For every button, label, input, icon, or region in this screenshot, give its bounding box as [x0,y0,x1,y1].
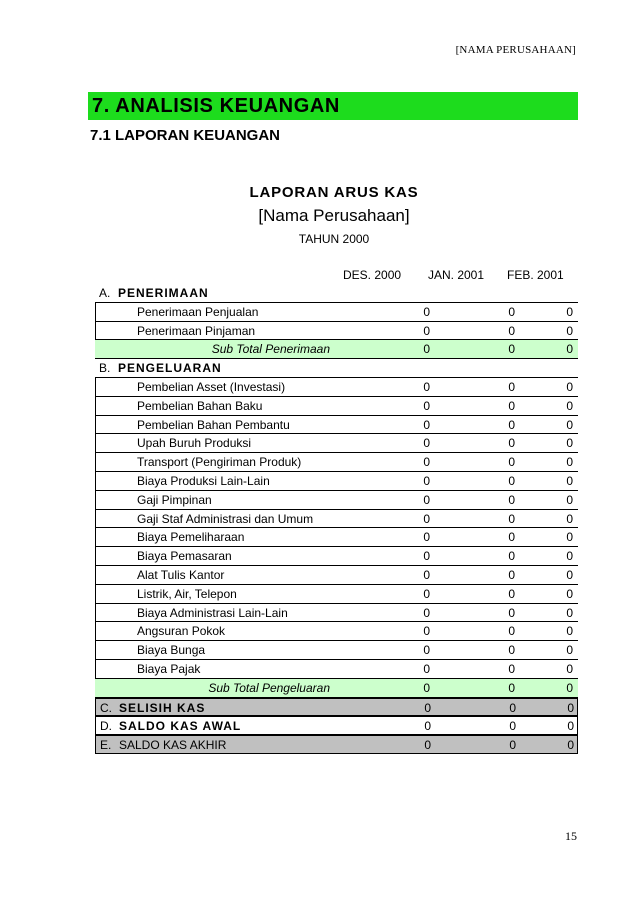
row-value: 0 [566,304,573,319]
subtotal-row [95,340,578,359]
table-row [95,434,578,453]
row-value: 0 [508,342,515,357]
row-label: Gaji Pimpinan [137,492,212,507]
row-value: 0 [423,549,430,564]
row-value: 0 [424,719,431,734]
row-value: 0 [508,511,515,526]
page-number: 15 [565,829,577,843]
table-row [95,453,578,472]
table-row [95,397,578,416]
page-header: [NAMA PERUSAHAAN] [455,44,576,56]
row-value: 0 [423,379,430,394]
row-value: 0 [566,379,573,394]
row-value: 0 [566,455,573,470]
table-row [95,585,578,604]
subtotal-row [95,679,578,698]
row-value: 0 [566,643,573,658]
table-row [95,322,578,341]
row-value: 0 [566,511,573,526]
row-label: Biaya Pajak [137,661,201,676]
row-label: Alat Tulis Kantor [137,567,225,582]
row-value: 0 [509,738,516,753]
row-value: 0 [423,680,430,695]
row-value: 0 [508,323,515,338]
table-row [95,641,578,660]
report-title: LAPORAN ARUS KAS [249,184,419,201]
row-label: Penerimaan Pinjaman [137,323,256,338]
table-row [95,378,578,397]
row-label: Penerimaan Penjualan [137,304,259,319]
row-label: Pembelian Bahan Pembantu [137,417,290,432]
row-value: 0 [508,605,515,620]
row-value: 0 [423,323,430,338]
column-header-feb-2001: FEB. 2001 [507,268,564,282]
row-value: 0 [423,492,430,507]
row-value: 0 [508,436,515,451]
row-label: PENGELUARAN [118,361,222,376]
row-value: 0 [423,398,430,413]
row-label: Pembelian Asset (Investasi) [137,379,286,394]
table-row [95,566,578,585]
row-value: 0 [423,605,430,620]
row-label: PENERIMAAN [118,286,209,300]
row-value: 0 [508,398,515,413]
row-value: 0 [508,624,515,639]
table-row [95,604,578,623]
row-label: Biaya Produksi Lain-Lain [137,473,270,488]
section-title: 7. ANALISIS KEUANGAN [88,92,578,120]
row-value: 0 [423,643,430,658]
column-header-des-2000: DES. 2000 [343,268,402,282]
row-value: 0 [566,661,573,676]
row-value: 0 [566,624,573,639]
row-value: 0 [566,473,573,488]
row-value: 0 [423,661,430,676]
row-value: 0 [508,473,515,488]
row-code: B. [99,361,111,376]
row-value: 0 [508,455,515,470]
summary-row [95,698,578,717]
row-value: 0 [508,379,515,394]
section-row [95,284,578,303]
table-row [95,622,578,641]
row-label: Angsuran Pokok [137,624,226,639]
row-code: D. [100,719,112,734]
row-value: 0 [566,342,573,357]
row-label: Gaji Staf Administrasi dan Umum [137,511,314,526]
row-value: 0 [508,304,515,319]
row-value: 0 [566,417,573,432]
row-label: Pembelian Bahan Baku [137,398,263,413]
row-label: Listrik, Air, Telepon [137,586,237,601]
table-row [95,416,578,435]
summary-row [95,735,578,754]
row-value: 0 [508,492,515,507]
row-value: 0 [508,567,515,582]
row-value: 0 [508,417,515,432]
row-value: 0 [508,643,515,658]
column-header-jan-2001: JAN. 2001 [428,268,485,282]
row-value: 0 [566,398,573,413]
row-value: 0 [423,342,430,357]
row-value: 0 [508,549,515,564]
row-value: 0 [423,567,430,582]
row-value: 0 [566,436,573,451]
row-value: 0 [566,530,573,545]
row-value: 0 [508,586,515,601]
row-value: 0 [508,530,515,545]
row-value: 0 [566,586,573,601]
row-code: A. [99,286,111,300]
row-value: 0 [424,738,431,753]
row-value: 0 [509,719,516,734]
table-row [95,528,578,547]
row-value: 0 [423,304,430,319]
row-value: 0 [423,586,430,601]
row-value: 0 [423,530,430,545]
row-code: C. [100,700,112,715]
row-value: 0 [566,680,573,695]
table-row [95,472,578,491]
row-label: Biaya Bunga [137,643,206,658]
section-row [95,359,578,378]
row-label: Biaya Pemasaran [137,549,232,564]
cash-flow-table [95,284,578,754]
row-value: 0 [566,492,573,507]
row-value: 0 [567,719,574,734]
row-label: Biaya Administrasi Lain-Lain [137,605,288,620]
row-value: 0 [567,738,574,753]
table-row [95,491,578,510]
row-value: 0 [423,473,430,488]
table-row [95,547,578,566]
report-year: TAHUN 2000 [298,232,370,246]
row-value: 0 [423,455,430,470]
row-value: 0 [566,323,573,338]
row-value: 0 [424,700,431,715]
row-label: SALDO KAS AKHIR [119,738,227,753]
row-label: SELISIH KAS [119,700,206,715]
subtotal-label: Sub Total Penerimaan [211,342,330,357]
row-value: 0 [566,549,573,564]
row-code: E. [100,738,112,753]
row-value: 0 [423,417,430,432]
subsection-title: 7.1 LAPORAN KEUANGAN [90,127,281,144]
row-label: Biaya Pemeliharaan [137,530,245,545]
summary-row [95,716,578,735]
row-value: 0 [423,436,430,451]
row-value: 0 [508,661,515,676]
table-row [95,510,578,529]
row-value: 0 [566,567,573,582]
table-row [95,303,578,322]
row-label: SALDO KAS AWAL [119,719,242,734]
row-value: 0 [567,700,574,715]
report-company: [Nama Perusahaan] [258,206,410,225]
row-value: 0 [423,511,430,526]
row-value: 0 [508,680,515,695]
row-value: 0 [566,605,573,620]
row-label: Transport (Pengiriman Produk) [137,455,302,470]
row-label: Upah Buruh Produksi [137,436,252,451]
row-value: 0 [509,700,516,715]
table-row [95,660,578,679]
row-value: 0 [423,624,430,639]
subtotal-label: Sub Total Pengeluaran [208,680,330,695]
